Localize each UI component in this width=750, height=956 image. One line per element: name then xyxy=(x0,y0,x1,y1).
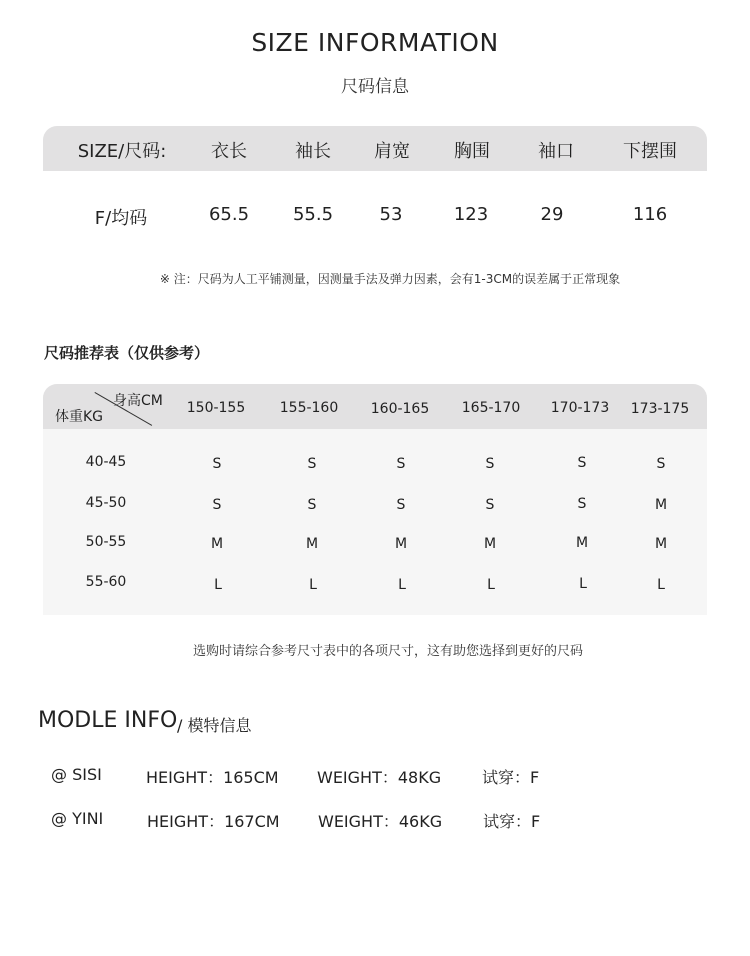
size-header-cell: 袖长 xyxy=(295,141,331,162)
size-recommend-cell: L xyxy=(309,577,317,593)
size-recommend-cell: S xyxy=(396,497,406,513)
size-recommend-cell: S xyxy=(485,456,495,472)
size-header-cell: 胸围 xyxy=(454,141,490,162)
selection-hint: 选购时请综合参考尺寸表中的各项尺寸，这有助您选择到更好的尺码 xyxy=(192,644,583,659)
recommend-table xyxy=(43,384,707,615)
size-recommend-cell: S xyxy=(212,456,222,472)
size-recommend-cell: M xyxy=(210,536,224,552)
size-recommend-cell: S xyxy=(212,497,222,513)
model-weight: WEIGHT：48KG xyxy=(317,768,442,787)
size-recommend-cell: L xyxy=(398,577,406,593)
model-name: @ YINI xyxy=(51,809,104,828)
size-recommend-cell: M xyxy=(575,535,589,551)
model-fit-size: 试穿：F xyxy=(483,812,541,831)
model-height: HEIGHT：165CM xyxy=(146,768,279,787)
size-recommend-cell: L xyxy=(579,576,587,592)
measurement-note: ※ 注：尺码为人工平铺测量，因测量手法及弹力因素，会有1-3CM的误差属于正常现象 xyxy=(159,272,621,286)
corner-weight-label: 体重KG xyxy=(55,409,104,425)
size-value-cell: 65.5 xyxy=(208,204,250,225)
height-range-header: 173-175 xyxy=(630,401,690,417)
recommend-table-title: 尺码推荐表（仅供参考） xyxy=(44,344,210,362)
size-recommend-cell: S xyxy=(307,497,317,513)
size-recommend-cell: L xyxy=(214,577,222,593)
size-header-cell: 衣长 xyxy=(211,141,247,162)
size-recommend-cell: S xyxy=(577,496,587,512)
size-value-cell: 53 xyxy=(379,204,403,225)
recommend-table-header xyxy=(43,384,707,429)
size-recommend-cell: S xyxy=(307,456,317,472)
model-name: @ SISI xyxy=(51,765,102,784)
model-info-title: MODLE INFO xyxy=(38,708,178,733)
size-recommend-cell: M xyxy=(654,497,668,513)
weight-range-cell: 55-60 xyxy=(85,574,127,590)
size-value-cell: F/均码 xyxy=(94,208,148,229)
size-value-cell: 29 xyxy=(540,204,564,225)
corner-height-label: 身高CM xyxy=(113,393,163,409)
size-recommend-cell: L xyxy=(487,577,495,593)
height-range-header: 160-165 xyxy=(370,401,430,417)
page-subtitle: 尺码信息 xyxy=(341,77,409,97)
size-header-cell: 下摆围 xyxy=(623,141,677,162)
size-value-cell: 123 xyxy=(453,204,489,225)
page-title: SIZE INFORMATION xyxy=(251,28,499,57)
model-info-subtitle: / 模特信息 xyxy=(177,716,252,735)
height-range-header: 170-173 xyxy=(550,400,610,416)
weight-range-cell: 50-55 xyxy=(85,534,127,550)
size-value-cell: 116 xyxy=(632,204,668,225)
size-recommend-cell: S xyxy=(396,456,406,472)
weight-range-cell: 45-50 xyxy=(85,495,127,511)
size-header-cell: 袖口 xyxy=(538,141,574,162)
model-fit-size: 试穿：F xyxy=(482,768,540,787)
size-recommend-cell: M xyxy=(654,536,668,552)
height-range-header: 155-160 xyxy=(279,400,339,416)
height-range-header: 150-155 xyxy=(186,400,246,416)
size-recommend-cell: S xyxy=(485,497,495,513)
size-recommend-cell: M xyxy=(394,536,408,552)
size-recommend-cell: S xyxy=(656,456,666,472)
size-header-cell: 肩宽 xyxy=(374,141,410,162)
size-value-cell: 55.5 xyxy=(292,204,334,225)
size-recommend-cell: M xyxy=(483,536,497,552)
model-height: HEIGHT：167CM xyxy=(147,812,280,831)
height-range-header: 165-170 xyxy=(461,400,521,416)
model-weight: WEIGHT：46KG xyxy=(318,812,443,831)
size-header-cell: SIZE/尺码: xyxy=(77,141,167,162)
size-recommend-cell: S xyxy=(577,455,587,471)
size-recommend-cell: L xyxy=(657,577,665,593)
weight-range-cell: 40-45 xyxy=(85,454,127,470)
size-recommend-cell: M xyxy=(305,536,319,552)
